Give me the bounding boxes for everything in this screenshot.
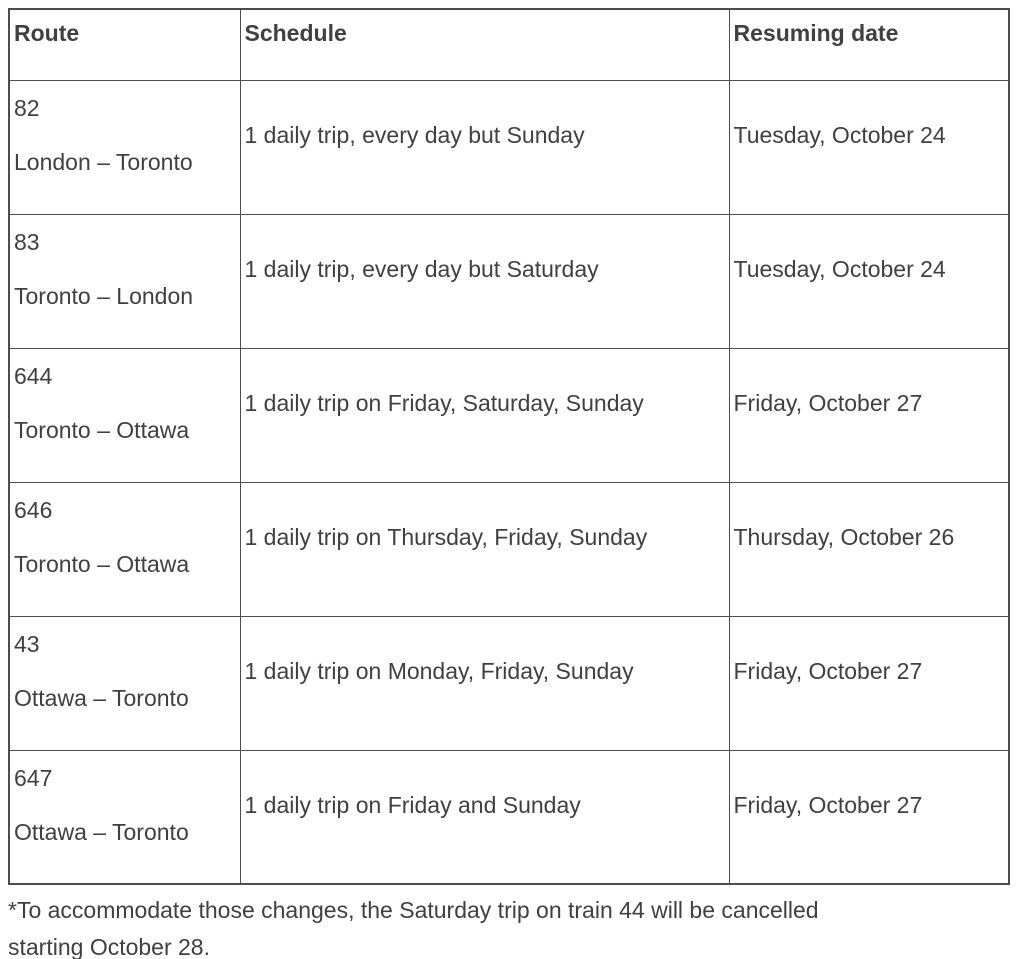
schedule-cell xyxy=(240,616,729,750)
route-cell xyxy=(9,80,240,214)
schedule-text: 1 daily trip on Thursday, Friday, Sunday xyxy=(244,524,648,550)
route-name: Toronto – London xyxy=(14,283,194,309)
table-body xyxy=(9,80,1009,884)
schedule-cell xyxy=(240,348,729,482)
route-number: 43 xyxy=(14,631,40,657)
resuming-date-cell xyxy=(729,80,1009,214)
footnote xyxy=(8,892,943,959)
route-number: 646 xyxy=(14,497,53,523)
route-name: Ottawa – Toronto xyxy=(14,818,189,845)
schedule-text: 1 daily trip, every day but Sunday xyxy=(244,122,585,148)
schedule-text: 1 daily trip on Friday, Saturday, Sunday xyxy=(244,390,644,416)
footnote-line-2: starting October 28. xyxy=(8,934,210,959)
resuming-date-cell xyxy=(729,482,1009,616)
column-header-resuming-date xyxy=(729,9,1009,80)
table-row xyxy=(9,214,1009,348)
resuming-date-cell xyxy=(729,750,1009,884)
resuming-date-text: Friday, October 27 xyxy=(733,390,923,416)
resuming-date-cell xyxy=(729,214,1009,348)
column-header-label: Schedule xyxy=(244,19,347,46)
resuming-date-text: Friday, October 27 xyxy=(733,658,923,684)
route-number: 644 xyxy=(14,363,53,389)
resuming-date-text: Tuesday, October 24 xyxy=(733,122,946,148)
column-header-schedule xyxy=(240,9,729,80)
schedule-cell xyxy=(240,750,729,884)
route-cell xyxy=(9,214,240,348)
route-cell xyxy=(9,616,240,750)
schedule-cell xyxy=(240,482,729,616)
route-name: Toronto – Ottawa xyxy=(14,551,190,577)
footnote-line-1: *To accommodate those changes, the Saturday trip on train 44 will be cancelled xyxy=(8,897,819,923)
route-number: 83 xyxy=(14,229,40,255)
table-row xyxy=(9,80,1009,214)
route-name: Ottawa – Toronto xyxy=(14,685,189,711)
train-schedule-table xyxy=(8,8,1010,885)
resuming-date-text: Tuesday, October 24 xyxy=(733,256,946,282)
schedule-text: 1 daily trip, every day but Saturday xyxy=(244,256,599,282)
table-row xyxy=(9,348,1009,482)
table-row xyxy=(9,750,1009,884)
route-cell xyxy=(9,482,240,616)
column-header-label: Resuming date xyxy=(733,19,899,46)
route-name: London – Toronto xyxy=(14,149,193,175)
table-header-row xyxy=(9,9,1009,80)
route-name: Toronto – Ottawa xyxy=(14,417,190,443)
resuming-date-text: Friday, October 27 xyxy=(733,791,923,818)
schedule-cell xyxy=(240,214,729,348)
schedule-cell xyxy=(240,80,729,214)
table-row xyxy=(9,616,1009,750)
table-row xyxy=(9,482,1009,616)
resuming-date-text: Thursday, October 26 xyxy=(733,524,955,550)
schedule-text: 1 daily trip on Monday, Friday, Sunday xyxy=(244,658,634,684)
route-cell xyxy=(9,348,240,482)
column-header-label: Route xyxy=(14,19,80,46)
route-number: 647 xyxy=(14,764,53,791)
column-header-route xyxy=(9,9,240,80)
route-number: 82 xyxy=(14,95,40,121)
schedule-text: 1 daily trip on Friday and Sunday xyxy=(244,791,581,818)
resuming-date-cell xyxy=(729,348,1009,482)
route-cell xyxy=(9,750,240,884)
resuming-date-cell xyxy=(729,616,1009,750)
